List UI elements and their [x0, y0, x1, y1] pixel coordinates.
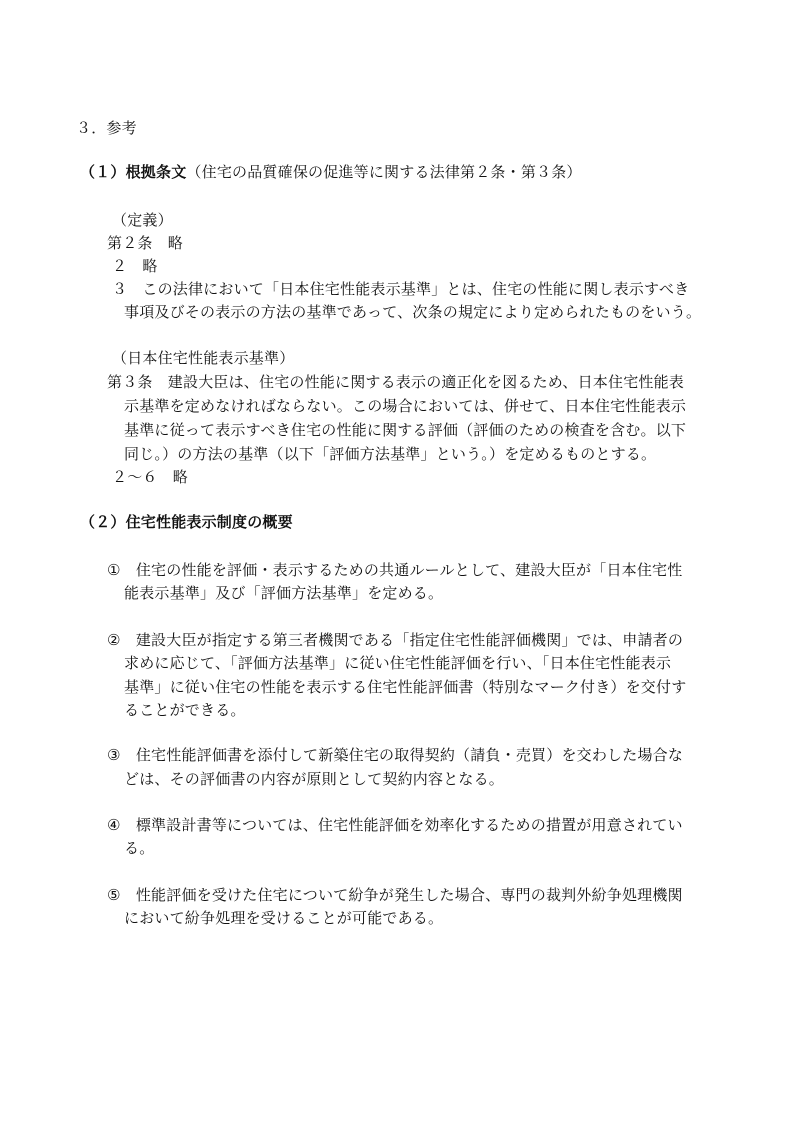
subsection-2-number: （２）	[80, 513, 126, 531]
subsection-1-heading	[80, 162, 582, 182]
article-3-line-4: 同じ。）の方法の基準（以下「評価方法基準」という。）を定めるものとする。	[124, 445, 657, 463]
overview-item-1-line-1: ① 住宅の性能を評価・表示するための共通ルールとして、建設大臣が「日本住宅性	[107, 561, 683, 579]
overview-item-3-line-2: どは、その評価書の内容が原則として契約内容となる。	[124, 770, 505, 788]
section-heading: ３．参考	[76, 119, 137, 137]
article-3-rest: ２～６ 略	[112, 468, 189, 486]
overview-item-2-line-2: 求めに応じて、「評価方法基準」に従い住宅性能評価を行い、「日本住宅性能表示	[124, 654, 672, 672]
subsection-2-title: 住宅性能表示制度の概要	[125, 513, 293, 531]
overview-item-1-line-2: 能表示基準」及び「評価方法基準」を定める。	[124, 584, 444, 602]
overview-item-2-line-3: 基準」に従い住宅の性能を表示する住宅性能評価書（特別なマーク付き）を交付す	[124, 678, 687, 696]
overview-item-2-line-1: ② 建設大臣が指定する第三者機関である「指定住宅性能評価機関」では、申請者の	[107, 631, 684, 649]
article-2: 第２条 略	[107, 234, 184, 252]
overview-item-4-line-2: る。	[124, 839, 155, 857]
overview-item-3-line-1: ③ 住宅性能評価書を添付して新築住宅の取得契約（請負・売買）を交わした場合な	[107, 746, 684, 764]
article-3-line-2: 示基準を定めなければならない。この場合においては、併せて、日本住宅性能表示	[124, 397, 687, 415]
definition-caption: （定義）	[112, 211, 173, 229]
article-2-para-2: ２ 略	[112, 257, 158, 275]
overview-item-5-line-1: ⑤ 性能評価を受けた住宅について紛争が発生した場合、専門の裁判外紛争処理機関	[107, 886, 683, 904]
article-2-para-3-line-1: ３ この法律において「日本住宅性能表示基準」とは、住宅の性能に関し表示すべき	[112, 280, 690, 298]
standard-caption: （日本住宅性能表示基準）	[112, 349, 295, 367]
article-3-line-1: 第３条 建設大臣は、住宅の性能に関する表示の適正化を図るため、日本住宅性能表	[107, 373, 685, 391]
overview-item-4-line-1: ④ 標準設計書等については、住宅性能評価を効率化するための措置が用意されてい	[107, 816, 683, 834]
article-3-line-3: 基準に従って表示すべき住宅の性能に関する評価（評価のための検査を含む。以下	[124, 421, 687, 439]
overview-item-2-line-4: ることができる。	[124, 701, 246, 719]
subsection-2-heading	[80, 512, 293, 532]
subsection-1-note: （住宅の品質確保の促進等に関する法律第２条・第３条）	[186, 163, 582, 181]
overview-item-5-line-2: において紛争処理を受けることが可能である。	[124, 909, 444, 927]
subsection-1-number: （１）	[80, 163, 126, 181]
article-2-para-3-line-2: 事項及びその表示の方法の基準であって、次条の規定により定められたものをいう。	[124, 303, 702, 321]
subsection-1-title: 根拠条文	[125, 163, 187, 181]
